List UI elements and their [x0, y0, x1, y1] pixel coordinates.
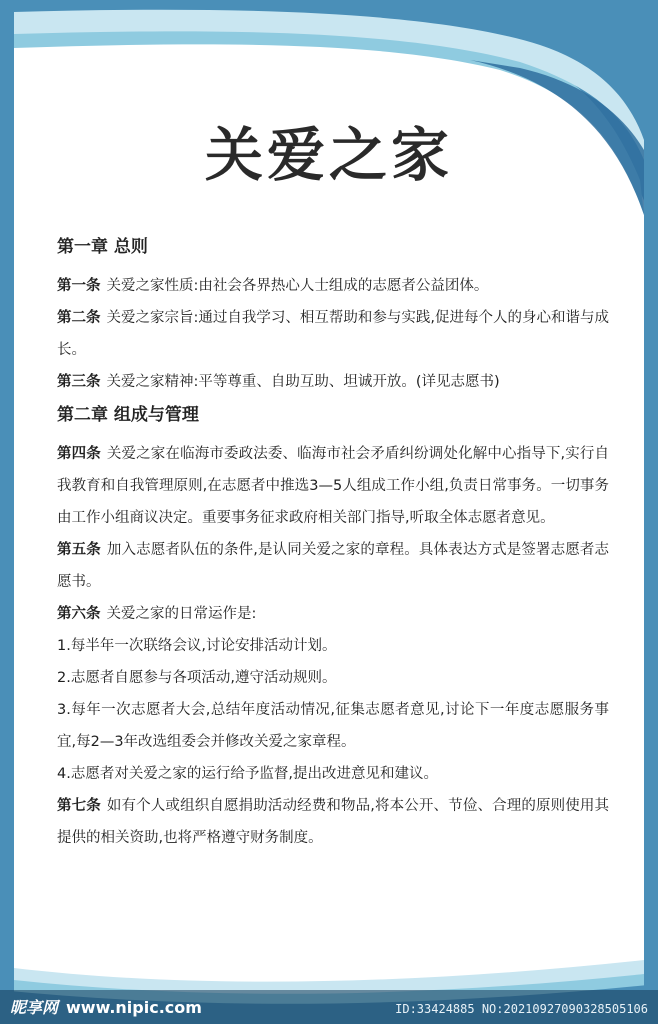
list-item: [57, 758, 609, 790]
article-text: 关爱之家性质:由社会各界热心人士组成的志愿者公益团体。: [106, 278, 489, 294]
logo-text: 昵享网: [10, 998, 59, 1017]
article-text: 加入志愿者队伍的条件,是认同关爱之家的章程。具体表达方式是签署志愿者志愿书。: [57, 542, 610, 590]
article-paragraph: [57, 270, 609, 302]
image-id-text: ID:33424885 NO:20210927090328505106: [395, 1002, 648, 1016]
article-text: 关爱之家在临海市委政法委、临海市社会矛盾纠纷调处化解中心指导下,实行自我教育和自我管理原则,在志愿者中推选3—5人组成工作小组,负责日常事务。一切事务由工作小组商议决定。重要事务征求政府相关部门指导,听取全体志愿者意见。: [57, 446, 610, 526]
article-text: 关爱之家宗旨:通过自我学习、相互帮助和参与实践,促进每个人的身心和谐与成长。: [57, 310, 609, 358]
watermark-bar: [0, 990, 658, 1024]
list-item-text: 3.每年一次志愿者大会,总结年度活动情况,征集志愿者意见,讨论下一年度志愿服务事宜,每2—3年改选组委会并修改关爱之家章程。: [57, 702, 609, 750]
article-number: 第五条: [57, 542, 101, 558]
poster-title: 关爱之家: [204, 121, 453, 189]
article-paragraph: [57, 438, 609, 534]
watermark-logo: [10, 995, 202, 1018]
chapter-heading: 第一章 总则: [57, 237, 148, 257]
article-number: 第四条: [57, 446, 101, 462]
list-item-text: 1.每半年一次联络会议,讨论安排活动计划。: [57, 638, 337, 654]
chapter-heading: 第二章 组成与管理: [57, 405, 199, 425]
bylaws-content: [57, 234, 609, 854]
article-text: 如有个人或组织自愿捐助活动经费和物品,将本公开、节俭、合理的原则使用其提供的相关资助,也将严格遵守财务制度。: [57, 798, 610, 846]
article-number: 第三条: [57, 374, 101, 390]
list-item-text: 2.志愿者自愿参与各项活动,遵守活动规则。: [57, 670, 337, 686]
article-number: 第六条: [57, 606, 101, 622]
article-paragraph: [57, 534, 609, 598]
article-text: 关爱之家的日常运作是:: [106, 606, 257, 622]
list-item: [57, 630, 609, 662]
article-paragraph: [57, 598, 609, 630]
article-paragraph: [57, 302, 609, 366]
article-number: 第一条: [57, 278, 101, 294]
article-text: 关爱之家精神:平等尊重、自助互助、坦诚开放。(详见志愿书): [106, 374, 500, 390]
list-item-text: 4.志愿者对关爱之家的运行给予监督,提出改进意见和建议。: [57, 766, 438, 782]
list-item: [57, 662, 609, 694]
article-number: 第二条: [57, 310, 101, 326]
site-url: www.nipic.com: [66, 998, 202, 1017]
list-item: [57, 694, 609, 758]
article-paragraph: [57, 366, 609, 398]
article-paragraph: [57, 790, 609, 854]
article-number: 第七条: [57, 798, 101, 814]
